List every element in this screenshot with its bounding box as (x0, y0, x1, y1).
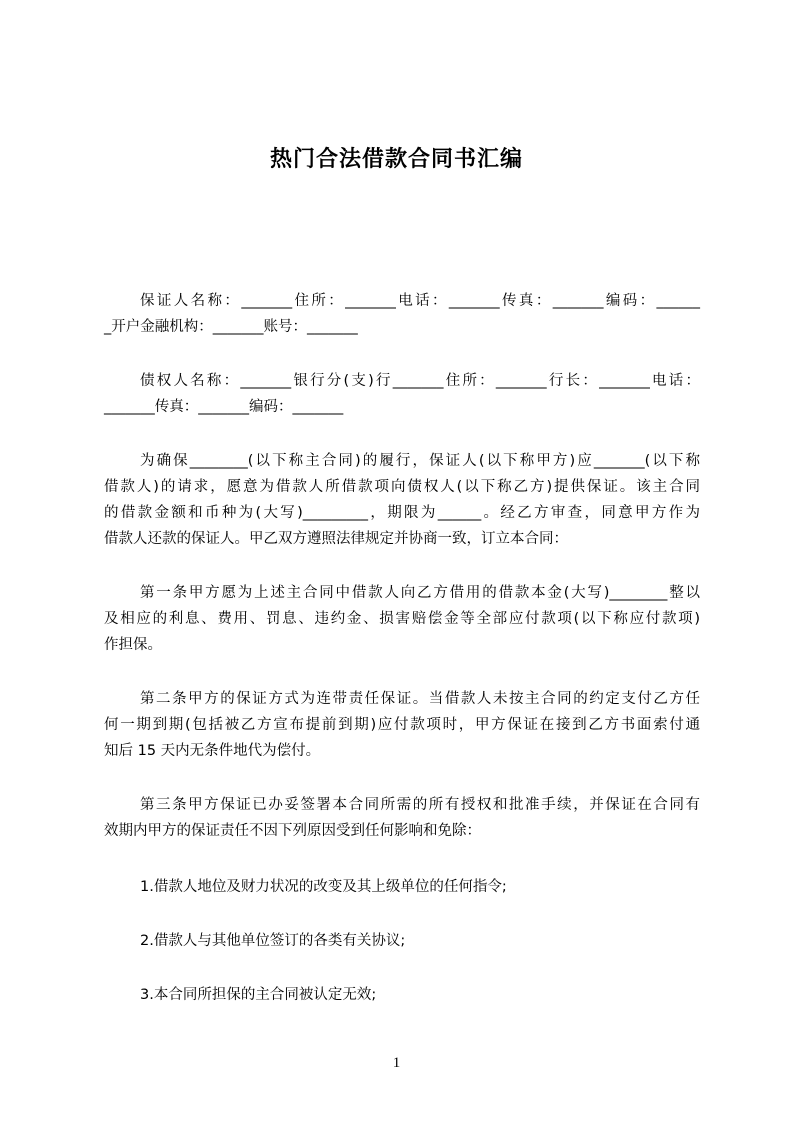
list-item-2: 2.借款人与其他单位签订的各类有关协议; (140, 933, 406, 949)
guarantor-info-line-1: 保证人名称：_______住所：_______电话：_______传真：_______编码：______ (140, 293, 700, 309)
article-3-line-1: 第三条甲方保证已办妥签署本合同所需的所有授权和批准手续，并保证在合同有 (140, 797, 700, 813)
preamble-line-4: 借款人还款的保证人。甲乙双方遵照法律规定并协商一致，订立本合同： (104, 531, 568, 547)
preamble-line-3: 的借款金额和币种为(大写)_________，期限为______。经乙方审查，同意甲方作为 (104, 505, 700, 521)
article-2-line-1: 第二条甲方的保证方式为连带责任保证。当借款人未按主合同的约定支付乙方任 (140, 691, 700, 707)
preamble-line-1: 为确保________(以下称主合同)的履行，保证人(以下称甲方)应_______(以下称 (140, 453, 700, 469)
article-2-line-3: 知后 15 天内无条件地代为偿付。 (104, 743, 321, 759)
article-1-line-3: 作担保。 (104, 637, 162, 653)
list-item-3: 3.本合同所担保的主合同被认定无效; (140, 987, 377, 1003)
creditor-info-line-1: 债权人名称：_______银行分(支)行_______住所：_______行长：_______电话： (140, 373, 700, 389)
article-3-line-2: 效期内甲方的保证责任不因下列原因受到任何影响和免除： (104, 823, 481, 839)
page-number: 1 (392, 1055, 401, 1071)
creditor-info-line-2: _______传真：_______编码：_______ (104, 399, 344, 415)
guarantor-info-line-2: _开户金融机构：_______账号：_______ (104, 319, 358, 335)
preamble-line-2: 借款人)的请求，愿意为借款人所借款项向债权人(以下称乙方)提供保证。该主合同 (104, 479, 700, 495)
article-2-line-2: 何一期到期(包括被乙方宣布提前到期)应付款项时，甲方保证在接到乙方书面索付通 (104, 717, 700, 733)
article-1-line-2: 及相应的利息、费用、罚息、违约金、损害赔偿金等全部应付款项(以下称应付款项) (104, 611, 700, 627)
document-title: 热门合法借款合同书汇编 (269, 147, 523, 172)
list-item-1: 1.借款人地位及财力状况的改变及其上级单位的任何指令; (140, 879, 507, 895)
article-1-line-1: 第一条甲方愿为上述主合同中借款人向乙方借用的借款本金(大写)________整以 (140, 585, 700, 601)
